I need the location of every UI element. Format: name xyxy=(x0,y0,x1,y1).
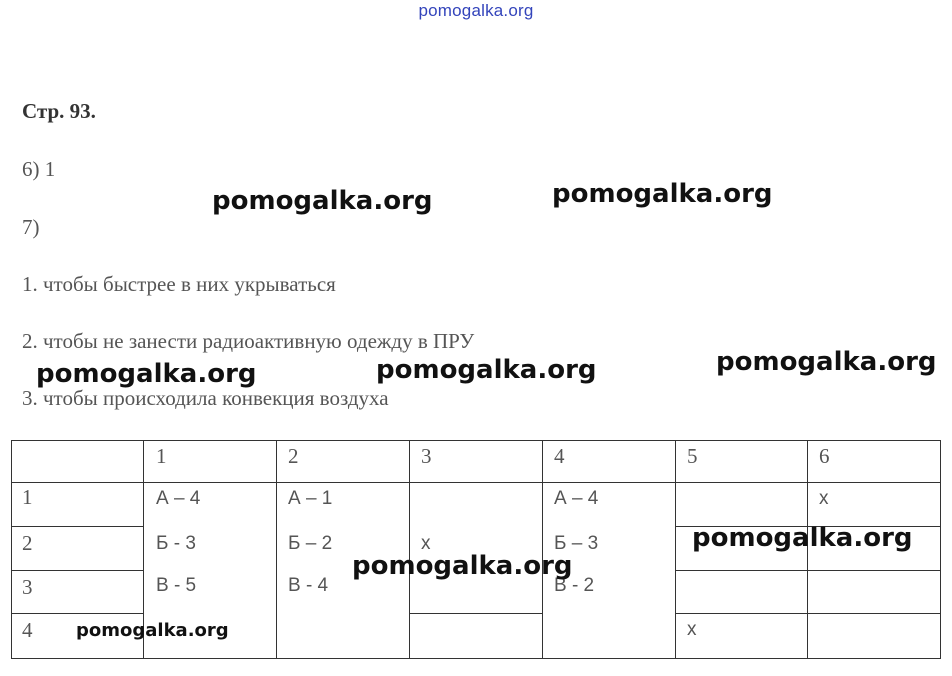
watermark: pomogalka.org xyxy=(76,620,229,641)
cell-col1-b: Б - 3 xyxy=(156,533,196,554)
answer-q6: 6) 1 xyxy=(22,157,56,181)
row-label-3: 3 xyxy=(22,575,33,599)
column-header-2: 2 xyxy=(288,444,299,468)
column-header-1: 1 xyxy=(156,444,167,468)
answer-item-3: 3. чтобы происходила конвекция воздуха xyxy=(22,386,389,410)
watermark: pomogalka.org xyxy=(692,523,913,553)
watermark: pomogalka.org xyxy=(36,359,257,389)
answer-item-2: 2. чтобы не занести радиоактивную одежду в ПРУ xyxy=(22,329,475,353)
column-header-3: 3 xyxy=(421,444,432,468)
cell-col1-a: А – 4 xyxy=(156,488,201,509)
row-label-1: 1 xyxy=(22,485,33,509)
column-header-5: 5 xyxy=(687,444,698,468)
cell-col4-b: Б – 3 xyxy=(554,533,599,554)
cell-col1-c: В - 5 xyxy=(156,575,197,596)
cell-col2-b: Б – 2 xyxy=(288,533,333,554)
watermark: pomogalka.org xyxy=(212,186,433,216)
answer-item-1: 1. чтобы быстрее в них укрываться xyxy=(22,272,336,296)
cell-col4-a: А – 4 xyxy=(554,488,599,509)
row-label-2: 2 xyxy=(22,531,33,555)
row-label-4: 4 xyxy=(22,618,33,642)
cell-col4-c: В - 2 xyxy=(554,575,595,596)
watermark: pomogalka.org xyxy=(552,179,773,209)
page-heading: Стр. 93. xyxy=(22,99,96,123)
answer-q7: 7) xyxy=(22,215,40,239)
watermark: pomogalka.org xyxy=(716,347,937,377)
cell-col6-mark: х xyxy=(819,488,829,509)
cell-col2-a: А – 1 xyxy=(288,488,333,509)
cell-col5-mark: х xyxy=(687,619,697,640)
watermark: pomogalka.org xyxy=(352,551,573,581)
watermark: pomogalka.org xyxy=(376,355,597,385)
column-header-4: 4 xyxy=(554,444,565,468)
cell-col3-mark: х xyxy=(421,533,431,554)
site-header-link[interactable]: pomogalka.org xyxy=(418,1,534,20)
cell-col2-c: В - 4 xyxy=(288,575,329,596)
column-header-6: 6 xyxy=(819,444,830,468)
